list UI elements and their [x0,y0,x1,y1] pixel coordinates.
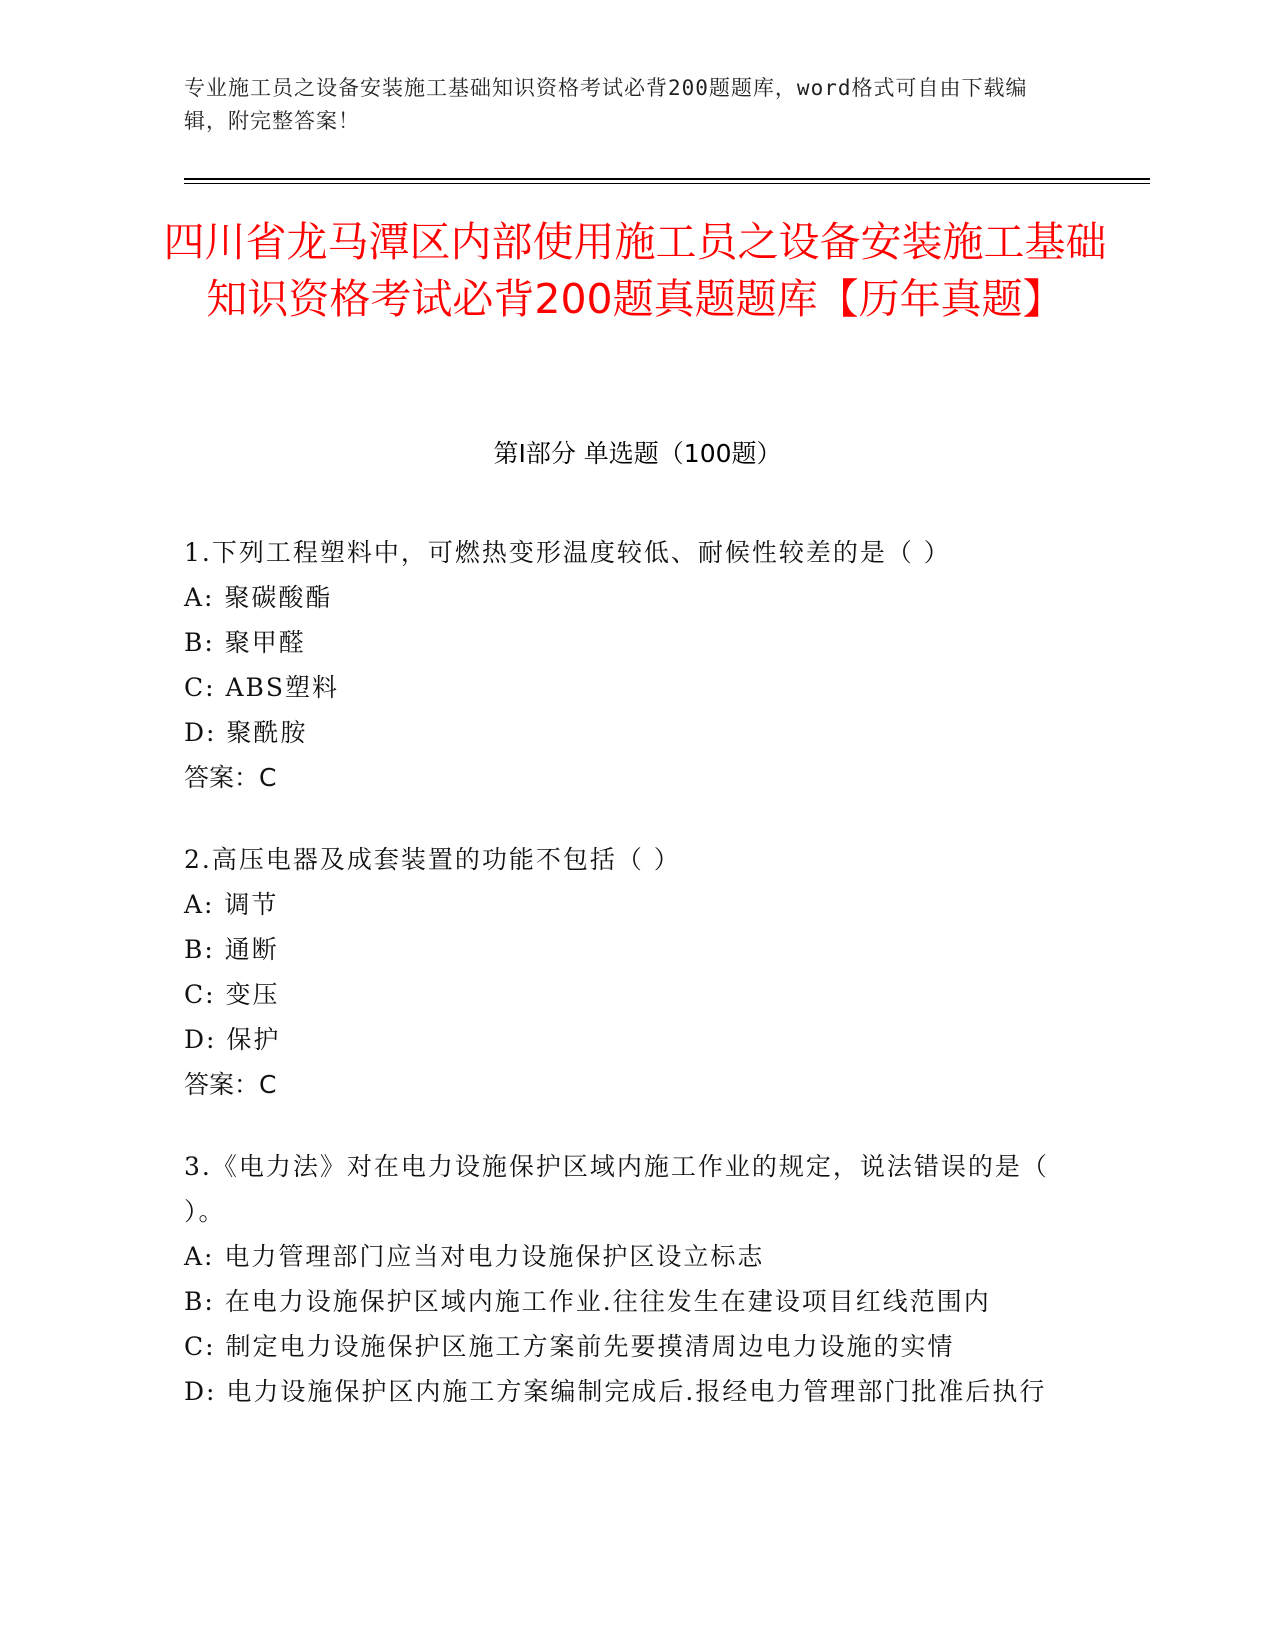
option-a: A: 调节 [184,890,279,919]
option-a: A: 聚碳酸酯 [184,583,333,612]
header-divider-thin [184,183,1150,184]
answer-line: 答案：C [184,1070,277,1099]
question-list [184,530,1064,1451]
question-1 [184,530,1064,800]
option-c: C: 制定电力设施保护区施工方案前先要摸清周边电力设施的实情 [184,1332,955,1361]
option-b: B: 聚甲醛 [184,628,306,657]
question-stem: 3.《电力法》对在电力设施保护区域内施工作业的规定，说法错误的是（ ）。 [184,1152,1049,1226]
question-stem: 1.下列工程塑料中，可燃热变形温度较低、耐候性较差的是（ ） [184,538,951,567]
header-note: 专业施工员之设备安装施工基础知识资格考试必背200题题库，word格式可自由下载编辑，附完整答案！ [184,76,1028,133]
option-c: C: 变压 [184,980,280,1009]
answer-line: 答案：C [184,763,277,792]
option-d: D: 电力设施保护区内施工方案编制完成后.报经电力管理部门批准后执行 [184,1377,1047,1406]
header-divider-thick [184,178,1150,180]
question-2 [184,837,1064,1107]
option-a: A: 电力管理部门应当对电力设施保护区设立标志 [184,1242,765,1271]
option-b: B: 通断 [184,935,279,964]
document-title: 四川省龙马潭区内部使用施工员之设备安装施工基础知识资格考试必背200题真题题库【历年真题】 [163,218,1107,323]
section-heading: 第Ⅰ部分 单选题（100题） [493,439,782,468]
question-stem: 2.高压电器及成套装置的功能不包括（ ） [184,845,681,874]
option-b: B: 在电力设施保护区域内施工作业.往往发生在建设项目红线范围内 [184,1287,991,1316]
option-d: D: 聚酰胺 [184,718,308,747]
option-c: C: ABS塑料 [184,673,340,702]
option-d: D: 保护 [184,1025,281,1054]
question-3 [184,1144,1064,1414]
